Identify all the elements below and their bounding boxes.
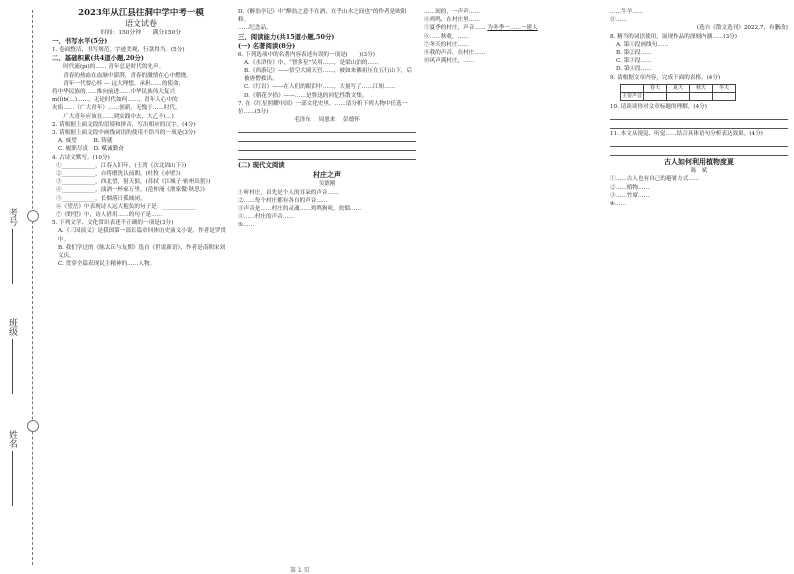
option: D.《醉翁亭记》中“醉翁之意不在酒，在乎山水之间也”的作者是欧阳修。 [238,9,407,24]
table-header: 春天 [644,84,667,92]
question: 3. 请根据上面文段中画线词语的使用不恰当的一项是(3分) [52,130,196,137]
fill-line[interactable]: ⑤____________，长烟落日孤城闭。 [56,195,146,202]
option: A.《三国演义》是我国第一部长篇章回体历史演义小说，作者是罗贯中。 [58,228,227,243]
answer-line[interactable] [610,112,788,120]
question: 9. 请根据文章内容，完成下面的表格。(4分) [610,74,721,81]
answer-line[interactable] [238,152,416,160]
fill-line[interactable]: ⑥《望岳》中表现诗人远大抱负的句子是：____________ [56,203,196,210]
option: D. 第④段…… [616,66,652,73]
essay-paragraph: ⑦冬天的村庄…… [424,41,469,48]
option: A. 第①段画线句…… [616,41,669,48]
fill-line[interactable]: ③____________，西北望，射天狼。(苏轼《江城子·密州出猎》) [56,179,211,186]
column-2 [238,8,416,564]
essay-paragraph: ⑤夏季的村庄，声音…… 为冬季一……一建人 [424,25,538,32]
season-table [620,84,736,101]
subsection-heading: (一) 名著阅读(8分) [238,41,296,50]
passage-line: 将中华民族的……推向前进……中华民族伟大复兴 [52,89,176,96]
article-paragraph: ④…… [610,201,627,208]
section-heading: 三、阅读能力(共15道小题,50分) [238,32,335,41]
exam-meta: 时间：150分钟 满分150分 [100,30,182,36]
table-cell[interactable] [667,92,690,100]
table-cell[interactable] [644,92,667,100]
question: 5. 下列文学、文化常识表述不正确的一项是(3分) [52,220,174,227]
cut-dot [27,420,39,432]
essay-paragraph: ③声音是……村庄的灵魂……鸡鸣狗吠，炊烟…… [238,206,362,213]
question: 4. 古诗文默写。(10分) [52,154,110,161]
section-heading: 二、基础积累(共4道小题,20分) [52,54,144,63]
answer-line[interactable] [238,143,416,151]
exam-subtitle: 语文试卷 [125,19,157,28]
answer-line[interactable] [238,134,416,142]
fill-line[interactable]: ②____________，自将磨洗认前朝。(杜牧《赤壁》) [56,171,181,178]
question: 6. 下列选项中的名著内容表述有误的一项是( )(3分) [238,51,375,58]
binding-margin [0,0,42,573]
passage-line: 青年一代要心怀 — 远大理想，承担……的使命， [52,80,185,87]
column-4 [610,8,788,564]
exam-number-label: 考号 [6,208,19,284]
column-3 [424,8,602,564]
table-header: 秋天 [690,84,713,92]
essay-paragraph: ⑩风声满村庄，…… [424,58,475,65]
essay-paragraph: ②……每个村庄都有各自的声音…… [238,197,328,204]
essay-paragraph: ……牛羊…… [610,9,644,15]
passage-line: 时代流(pi)的…… 青年总是时代的先声。 [52,64,165,71]
question: 8. 精当的词语使用，展现作品的深刻内涵……(3分) [610,33,737,40]
option: C. 第③段…… [616,58,652,65]
passage-line: 火焰……（广大青年）……创新，无愧于……时代。 [52,105,181,112]
essay-title: 村庄之声 [313,170,341,180]
option: B. 第②段…… [616,50,652,57]
essay-paragraph: ④……村庄的声音…… [238,214,294,221]
name-label: 姓名 [6,430,19,506]
article-author: 陈 斌 [690,168,708,175]
class-label: 班级 [6,318,19,394]
cut-dot [27,210,39,222]
option: B. 我们学过的《陈太丘与友期》选自《世说新语》，作者是南朝宋刘义庆。 [58,244,226,260]
section-heading: 一、书写水平(5分) [52,37,108,46]
option: B.《西游记》——悟空大闹天宫……，被如来佛祖压在五行山下，后被唐僧救出。 [244,68,413,83]
answer-line[interactable] [610,121,788,129]
fill-line[interactable]: ④____________，浊酒一杯家万里。(范仲淹《渔家傲·秋思》) [56,187,205,194]
answer-line[interactable] [610,148,788,156]
table-header [621,84,644,92]
table-cell[interactable] [690,92,713,100]
option: A.《水浒传》中，“智多星”吴用……，是梁山泊的…… [244,59,379,66]
answer-line[interactable] [610,139,788,147]
option: ……纪念品。 [238,25,272,32]
fill-line[interactable]: ①____________，江春入旧年。(王湾《次北固山下》) [56,162,187,169]
essay-paragraph: ①听村庄，首先是个人的耳朵的声音…… [238,189,339,196]
essay-author: 吴德刚 [318,181,336,188]
question: 11. 本文从视觉、听觉……结合具体语句分析表达效果。(4分) [610,131,763,138]
source-note: (选自《散文选刊》2022.7，有删改) [696,25,788,32]
question: 7. 在《红星照耀中国》一部文化史里，……请分析下列人物中任选一位……(5分) [238,100,408,116]
subsection-heading: (二) 现代文阅读 [238,161,285,170]
essay-paragraph: ⑪…… [610,17,627,24]
question: 2. 请根据上面文段的语境和拼音，写出相应的汉字。(4分) [52,121,196,128]
question: 10. 请谈谈你对文章标题的理解。(4分) [610,103,707,110]
essay-paragraph: ⑧我的声音，在村庄…… [424,50,486,57]
exam-title: 2023年从江县往洞中学中考一模 [78,8,204,18]
article-paragraph: ①……古人也有自己的避暑方式…… [610,176,700,183]
table-cell: 主要声音 [621,92,642,99]
article-paragraph: ③……竹席…… [610,192,650,199]
table-header: 冬天 [713,84,736,92]
article-paragraph: ②……植物…… [610,184,650,191]
essay-paragraph: ⑤…… [238,222,255,229]
underlined-phrase: 为冬季一……一建人 [487,25,538,32]
option: A. 威望 B. 铸就 [58,138,113,145]
article-title: 古人如何利用植物度夏 [664,157,734,167]
table-header: 夏天 [667,84,690,92]
cut-line [32,10,33,565]
essay-paragraph: ④鸡鸣，在村庄里…… [424,17,480,24]
poet-names: 毛泽东 周恩来 彭德怀 [294,117,360,124]
table-cell[interactable] [713,92,736,100]
fill-line[interactable]: ⑦《野望》中，诗人借用……的句子是…… [56,212,163,219]
option: C.《红岩》——在人们的眼泪中……，大量写了……江姐…… [244,84,396,91]
essay-paragraph: ……间的，一声声…… [424,9,480,15]
option: C. 贯穿全篇表现民主精神的……人物。 [58,261,156,268]
essay-paragraph: ⑥……秋收，…… [424,33,469,40]
passage-line: m(ǐ)b(…)……，无论时代如何……，青年人心中的 [52,97,178,104]
passage-line: 广大青年应该在……到实践中去，大乙不(…) [52,113,174,120]
page-footer: 第 1 页 [290,567,310,574]
question: 1. 卷面整洁，书写规范，字迹美观，行款得当。(5分) [52,47,185,54]
answer-line[interactable] [238,125,416,133]
option: D.《朝花夕拾》——……是鲁迅的回忆性散文集。 [244,92,368,99]
column-1 [52,8,230,564]
option: C. 履职尽责 D. 赋诚勤奋 [58,146,124,153]
passage-line: 青春的热血在血脉中澎湃，青春的激情在心中燃烧。 [52,72,192,79]
